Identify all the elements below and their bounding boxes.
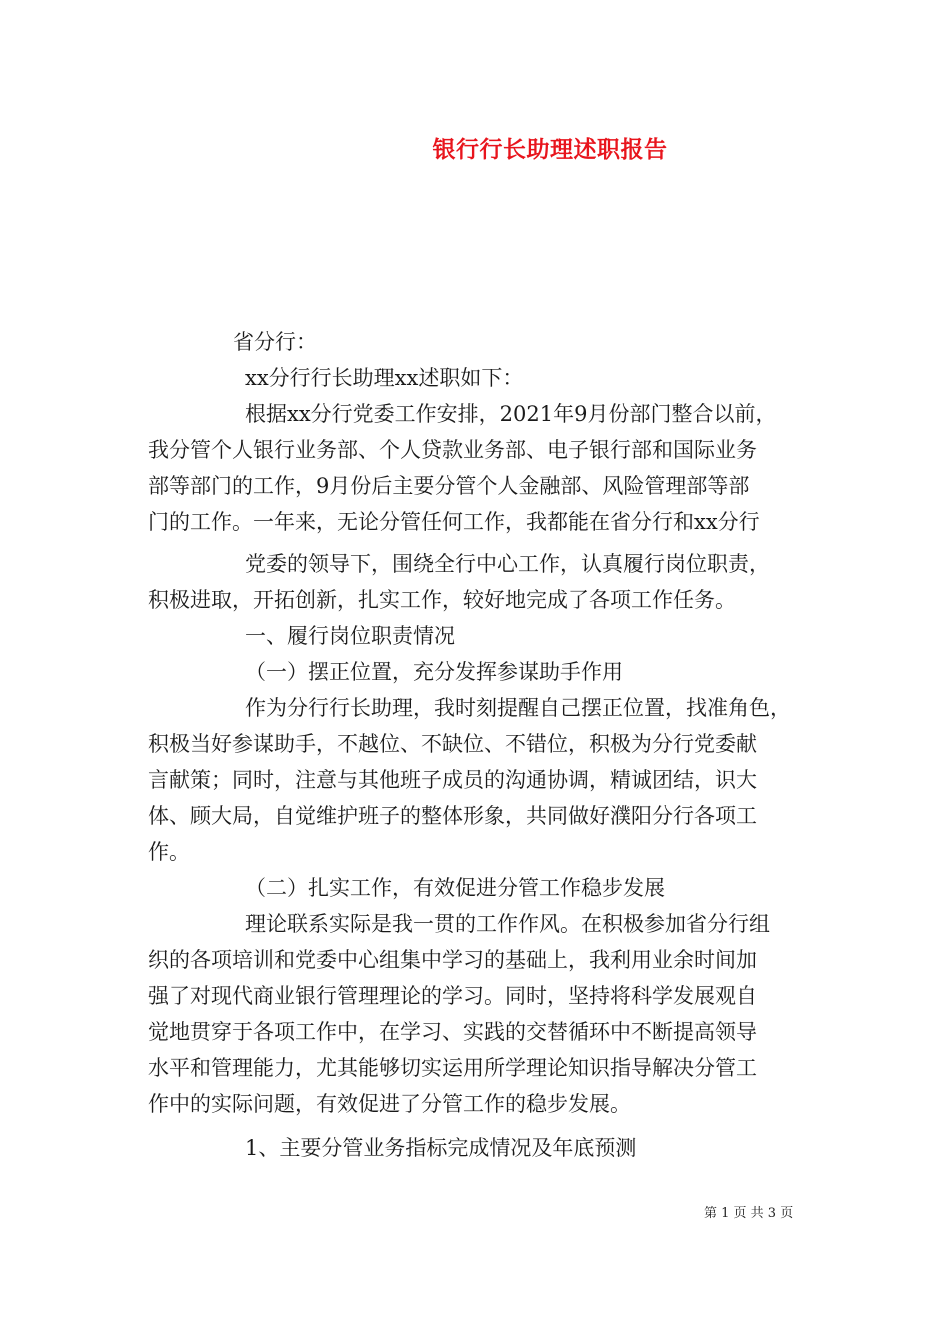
- body-line: 强了对现代商业银行管理理论的学习。同时，坚持将科学发展观自: [148, 984, 757, 1008]
- body-line: 部等部门的工作，9月份后主要分管个人金融部、风险管理部等部: [148, 474, 750, 498]
- item-heading: 1、主要分管业务指标完成情况及年底预测: [245, 1136, 637, 1160]
- body-line: 积极当好参谋助手，不越位、不缺位、不错位，积极为分行党委献: [148, 732, 757, 756]
- body-line: 体、顾大局，自觉维护班子的整体形象，共同做好濮阳分行各项工: [148, 804, 757, 828]
- page-number: 第 1 页 共 3 页: [704, 1206, 794, 1221]
- body-line: 党委的领导下，围绕全行中心工作，认真履行岗位职责，: [245, 552, 770, 576]
- subsection-heading: （一）摆正位置，充分发挥参谋助手作用: [245, 660, 623, 684]
- body-line: 作为分行行长助理，我时刻提醒自己摆正位置，找准角色，: [245, 696, 791, 720]
- body-line: 觉地贯穿于各项工作中，在学习、实践的交替循环中不断提高领导: [148, 1020, 757, 1044]
- body-line: 织的各项培训和党委中心组集中学习的基础上，我利用业余时间加: [148, 948, 757, 972]
- body-line: xx分行行长助理xx述职如下：: [245, 366, 524, 390]
- body-line: 积极进取，开拓创新，扎实工作，较好地完成了各项工作任务。: [148, 588, 736, 612]
- section-heading: 一、履行岗位职责情况: [245, 624, 455, 648]
- body-line: 省分行：: [233, 330, 317, 354]
- body-line: 根据xx分行党委工作安排，2021年9月份部门整合以前，: [245, 402, 777, 426]
- body-line: 作。: [148, 840, 190, 864]
- body-line: 水平和管理能力，尤其能够切实运用所学理论知识指导解决分管工: [148, 1056, 757, 1080]
- body-line: 作中的实际问题，有效促进了分管工作的稳步发展。: [148, 1092, 631, 1116]
- body-line: 理论联系实际是我一贯的工作作风。在积极参加省分行组: [245, 912, 770, 936]
- body-line: 门的工作。一年来，无论分管任何工作，我都能在省分行和xx分行: [148, 510, 760, 534]
- body-line: 我分管个人银行业务部、个人贷款业务部、电子银行部和国际业务: [148, 438, 757, 462]
- subsection-heading: （二）扎实工作，有效促进分管工作稳步发展: [245, 876, 665, 900]
- body-line: 言献策；同时，注意与其他班子成员的沟通协调，精诚团结，识大: [148, 768, 757, 792]
- document-title: 银行行长助理述职报告: [432, 136, 668, 163]
